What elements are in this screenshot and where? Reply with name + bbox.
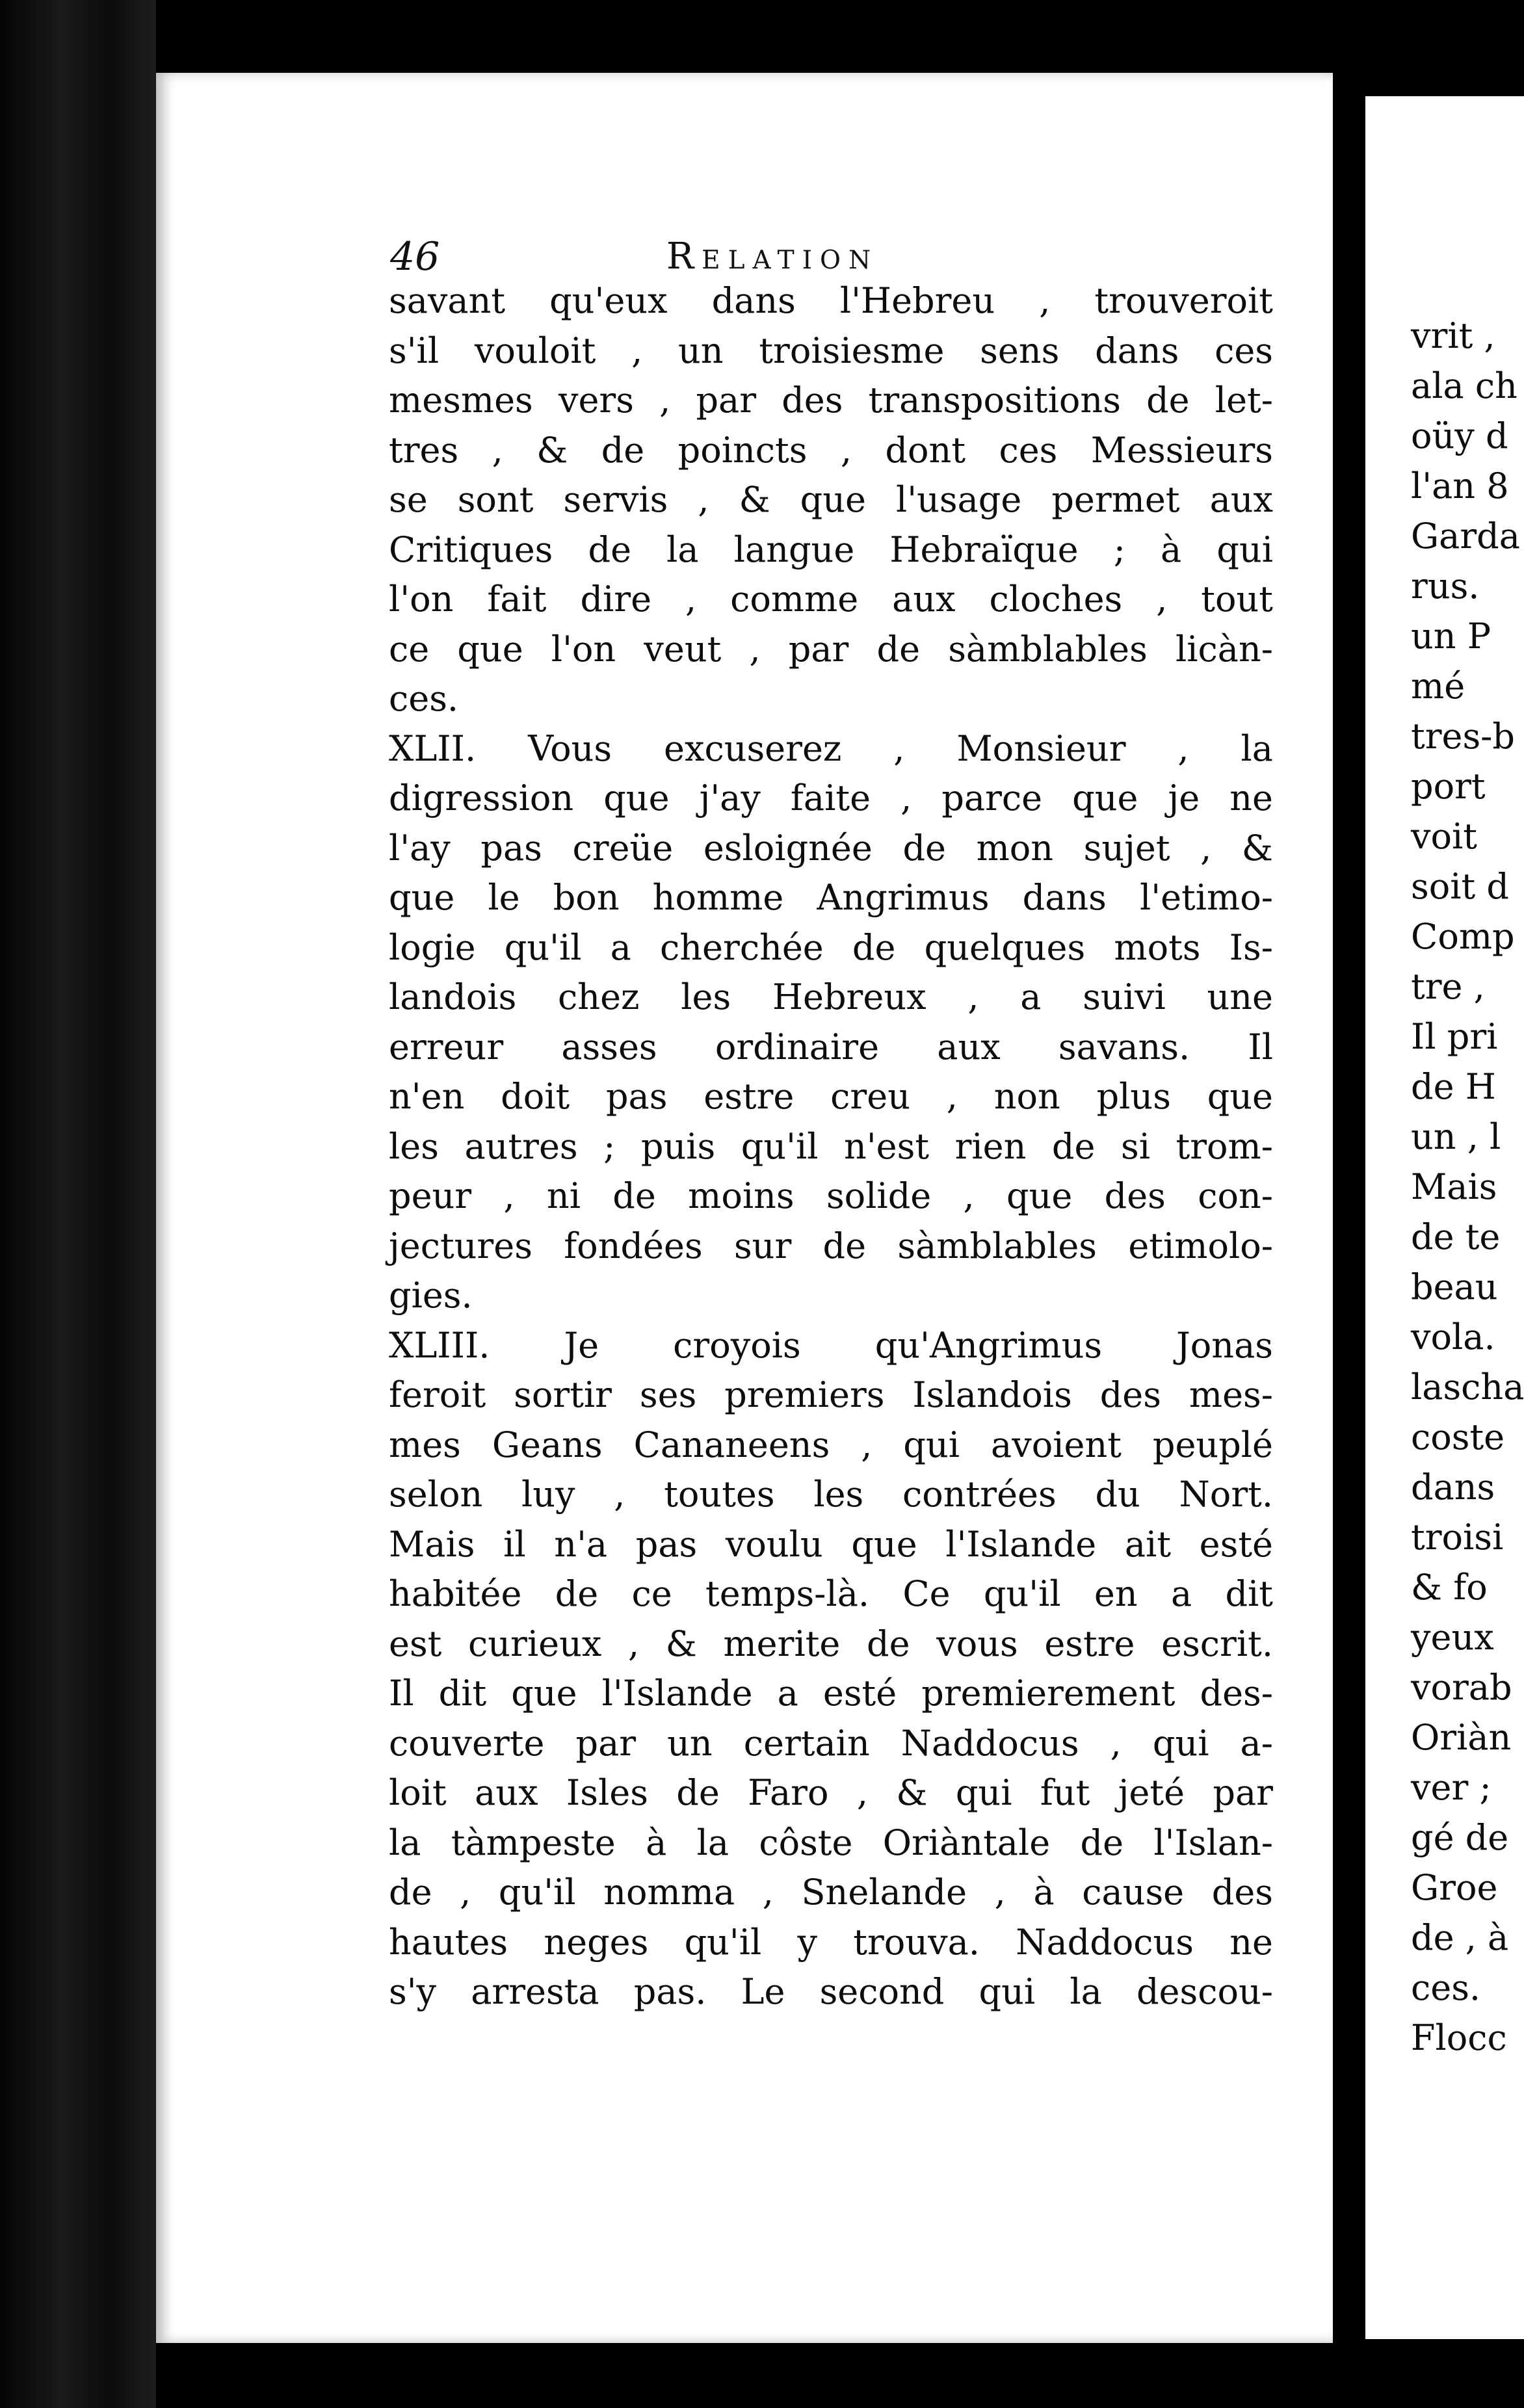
right-page-line: l'an 8 <box>1411 465 1509 506</box>
text-line: Mais il n'a pas voulu que l'Islande ait esté <box>389 1523 1273 1565</box>
right-page-line: de H <box>1411 1066 1496 1107</box>
right-page-text <box>1411 311 1524 2063</box>
text-line: XLIII. Je croyois qu'Angrimus Jonas <box>389 1324 1273 1366</box>
right-page-line: Mais <box>1411 1166 1497 1207</box>
right-page-line: & fo <box>1411 1567 1488 1608</box>
right-page-line: mé <box>1411 666 1465 707</box>
text-line: de , qu'il nomma , Snelande , à cause des <box>389 1872 1273 1913</box>
running-head: Relation <box>666 235 879 278</box>
text-line: logie qu'il a cherchée de quelques mots Is- <box>389 926 1273 968</box>
text-line: la tàmpeste à la côste Oriàntale de l'Islan- <box>389 1822 1273 1863</box>
right-page-line: Garda <box>1411 516 1520 556</box>
right-page-line: de , à <box>1411 1917 1509 1958</box>
text-line: mes Geans Cananeens , qui avoient peuplé <box>389 1424 1273 1465</box>
right-page-line: voit <box>1411 816 1477 857</box>
text-line: l'on fait dire , comme aux cloches , tout <box>389 579 1273 620</box>
right-page-line: un P <box>1411 616 1491 657</box>
text-line: n'en doit pas estre creu , non plus que <box>389 1076 1273 1117</box>
text-line: mesmes vers , par des transpositions de let- <box>389 380 1273 421</box>
text-line: ces. <box>389 678 459 719</box>
text-line: hautes neges qu'il y trouva. Naddocus ne <box>389 1921 1273 1963</box>
right-page-line: Comp <box>1411 916 1515 957</box>
text-line: jectures fondées sur de sàmblables etimolo- <box>389 1225 1273 1266</box>
text-line: landois chez les Hebreux , a suivi une <box>389 976 1273 1017</box>
right-page-line: ala ch <box>1411 365 1517 406</box>
right-page-line: vorab <box>1411 1667 1512 1708</box>
right-page-line: lascha <box>1411 1367 1524 1407</box>
right-page-line: vola. <box>1411 1316 1495 1357</box>
text-line: savant qu'eux dans l'Hebreu , trouveroit <box>389 280 1273 321</box>
text-line: couverte par un certain Naddocus , qui a- <box>389 1722 1273 1764</box>
right-page-partial <box>1365 96 1524 2339</box>
text-line: loit aux Isles de Faro , & qui fut jeté par <box>389 1772 1273 1813</box>
right-page-line: ver ; <box>1411 1767 1491 1808</box>
right-page-line: soit d <box>1411 866 1509 907</box>
text-line: XLII. Vous excuserez , Monsieur , la <box>389 727 1273 769</box>
text-line: s'il vouloit , un troisiesme sens dans ces <box>389 330 1273 371</box>
right-page-line: beau <box>1411 1266 1498 1307</box>
text-line: erreur asses ordinaire aux savans. Il <box>389 1026 1273 1067</box>
book-gutter <box>1333 0 1365 2408</box>
text-line: les autres ; puis qu'il n'est rien de si trom- <box>389 1125 1273 1167</box>
text-line: gies. <box>389 1275 473 1316</box>
right-page-line: ces. <box>1411 1967 1481 2008</box>
text-line: est curieux , & merite de vous estre escrit. <box>389 1623 1273 1664</box>
right-page-line: rus. <box>1411 566 1480 607</box>
text-line: digression que j'ay faite , parce que je ne <box>389 778 1273 818</box>
right-page-line: Flocc <box>1411 2017 1507 2058</box>
right-page-line: oüy d <box>1411 415 1508 456</box>
body-text <box>389 276 1273 2017</box>
text-line: que le bon homme Angrimus dans l'etimo- <box>389 877 1273 918</box>
right-page-line: Oriàn <box>1411 1717 1512 1758</box>
right-page-line: de te <box>1411 1216 1501 1257</box>
text-line: habitée de ce temps-là. Ce qu'il en a dit <box>389 1573 1273 1614</box>
right-page-line: vrit , <box>1411 315 1495 356</box>
right-page-line: Groe <box>1411 1867 1498 1908</box>
right-page-line: port <box>1411 766 1486 807</box>
text-line: se sont servis , & que l'usage permet aux <box>389 479 1273 520</box>
right-page-line: troisi <box>1411 1517 1504 1558</box>
right-page-line: tre , <box>1411 966 1485 1007</box>
text-line: l'ay pas creüe esloignée de mon sujet , & <box>389 827 1273 869</box>
text-line: s'y arresta pas. Le second qui la descou- <box>389 1971 1273 2012</box>
right-page-line: dans <box>1411 1467 1495 1508</box>
right-page-line: Il pri <box>1411 1016 1498 1057</box>
text-line: tres , & de poincts , dont ces Messieurs <box>389 429 1273 471</box>
right-page-line: un , l <box>1411 1116 1501 1157</box>
text-line: Il dit que l'Islande a esté premierement des- <box>389 1673 1273 1714</box>
book-spine-edge <box>0 0 156 2408</box>
page-number: 46 <box>390 234 440 280</box>
right-page-line: tres-b <box>1411 716 1515 757</box>
right-page-line: gé de <box>1411 1817 1509 1858</box>
text-line: peur , ni de moins solide , que des con- <box>389 1175 1273 1216</box>
text-line: selon luy , toutes les contrées du Nort. <box>389 1474 1273 1515</box>
text-line: ce que l'on veut , par de sàmblables licàn- <box>389 628 1273 670</box>
right-page-line: coste <box>1411 1417 1505 1458</box>
text-line: Critiques de la langue Hebraïque ; à qui <box>389 529 1273 570</box>
text-line: feroit sortir ses premiers Islandois des mes- <box>389 1374 1273 1415</box>
right-page-line: yeux <box>1411 1617 1494 1658</box>
